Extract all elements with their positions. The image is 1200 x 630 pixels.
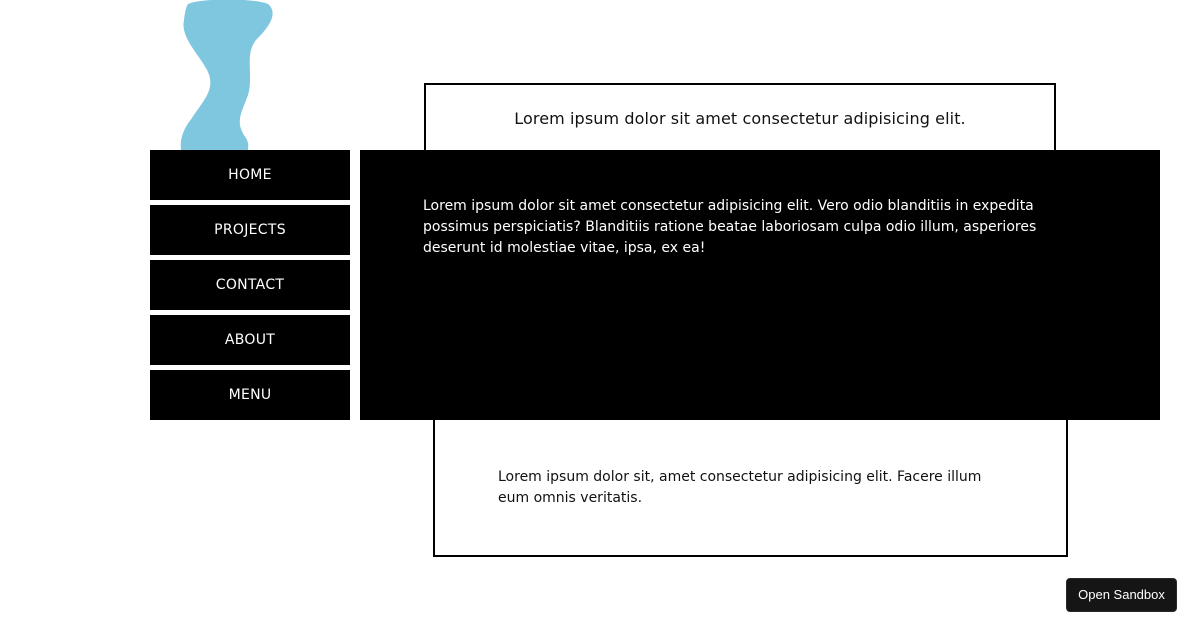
nav-item-projects[interactable]: PROJECTS — [150, 205, 350, 255]
main-content-panel — [360, 150, 1160, 420]
blob-decoration-icon — [176, 0, 276, 155]
open-sandbox-button[interactable]: Open Sandbox — [1066, 578, 1177, 612]
side-nav — [150, 150, 350, 425]
nav-item-menu[interactable]: MENU — [150, 370, 350, 420]
nav-item-about[interactable]: ABOUT — [150, 315, 350, 365]
main-content-text: Lorem ipsum dolor sit amet consectetur adipisicing elit. Vero odio blanditiis in expedita possimus perspiciatis? Blanditiis ratione beatae laboriosam culpa odio illum, asperiores deserunt id molestiae vitae, ipsa, ex ea! — [423, 198, 1037, 256]
nav-item-home[interactable]: HOME — [150, 150, 350, 200]
nav-item-contact[interactable]: CONTACT — [150, 260, 350, 310]
blob-shape — [181, 0, 273, 155]
top-card-text: Lorem ipsum dolor sit amet consectetur adipisicing elit. — [514, 109, 966, 128]
bottom-card-text: Lorem ipsum dolor sit, amet consectetur adipisicing elit. Facere illum eum omnis veritatis. — [498, 469, 982, 506]
